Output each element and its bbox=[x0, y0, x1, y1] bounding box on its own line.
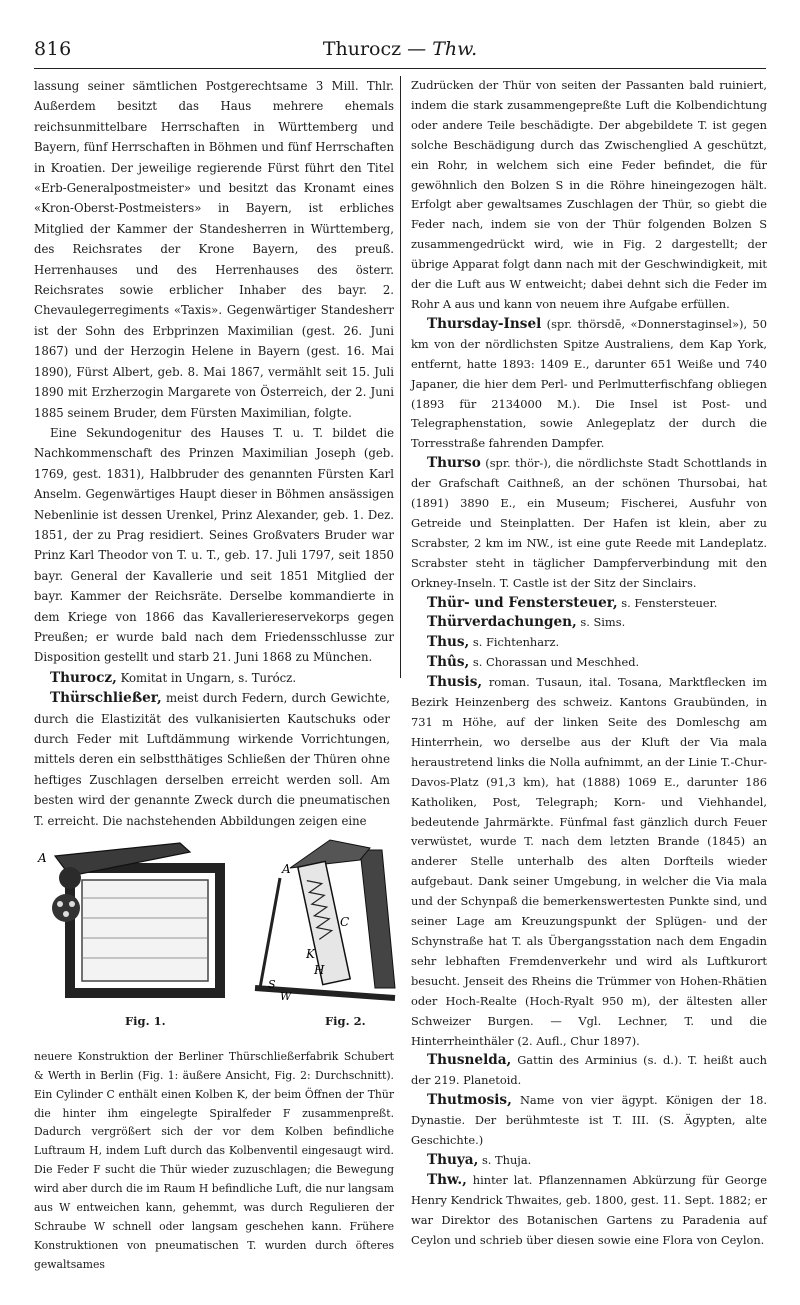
text-thw: hinter lat. Pflanzennamen Abkürzung für George Henry Kendrick Thwaites, geb. 1800, gest. 11. Sept. 1882; er war Direktor des Botanischen Gartens zu Paradenia auf Ceylon und schrieb über diesen sowie eine Flora von Ceylon. bbox=[411, 1172, 768, 1247]
fig2-label-k: K bbox=[306, 947, 315, 961]
running-title-abbr: Thw. bbox=[432, 38, 478, 60]
right-paragraph-1: Zudrücken der Thür von seiten der Passanten bald ruiniert, indem die stark zusammengepreßte Luft die Kolbendichtung oder andere Teile beschädigte. Der abgebildete T. ist gegen solche Beschädigung durch das Zwischenglied A geschützt, ein Rohr, in welchem sich eine Feder befindet, die für gewöhnlich den Bolzen S in die Röhre hineingezogen hält. Erfolgt aber gewaltsames Zuschlagen der Thür, so giebt die Feder nach, indem sie von der Thür folgenden Bolzen S zusammengedrückt wird, wie in Fig. 2 dargestellt; der übrige Apparat folgt dann nach mit der Geschwindigkeit, mit der die Luft aus W entweicht; dabei dehnt sich die Feder im Rohr A aus und kann von neuem ihre Aufgabe erfüllen. bbox=[411, 78, 767, 311]
entry-thuerverdachungen bbox=[411, 613, 767, 633]
lemma-thutmosis: Thutmosis, bbox=[427, 1092, 512, 1109]
left-column-lower bbox=[34, 1037, 394, 1285]
taxis-paragraph-2: Eine Sekundogenitur des Hauses T. u. T. bildet die Nachkommenschaft des Prinzen Maximilian Joseph (geb. 1769, gest. 1831), Halbbruder des genannten Fürsten Karl Anselm. Gegenwärtiges Haupt dieser in Böhmen ansässigen Nebenlinie ist dessen Urenkel, Prinz Alexander, geb. 1. Dez. 1851, der zu Prag residiert. Seines Großvaters Bruder war Prinz Karl Theodor von T. u. T., geb. 17. Juli 1797, seit 1850 bayr. General der Kavallerie und seit 1851 Mitglied der bayr. Kammer der Reichsräte. Derselbe kommandierte in dem Kriege von 1866 das Kavalleriereservekorps gegen Preußen; er wurde bald nach dem Friedensschlusse zur Disposition gestellt und starb 21. Juni 1868 zu München. bbox=[34, 425, 394, 665]
entry-thus-2 bbox=[411, 653, 767, 673]
right-column bbox=[411, 76, 767, 1250]
running-title-text: Thurocz — bbox=[322, 38, 427, 60]
text-thuerschliesser: meist durch Federn, durch Gewichte, durch die Elastizität des vulkanisierten Kautschuks oder durch Feder mit Luftdämmung wirkende Vorrichtungen, mittels deren ein selbstthätiges Schließen der Thüren ohne heftiges Zuschlagen derselben erreicht werden soll. Am besten wird der genannte Zweck durch die pneumatischen T. erreicht. Die nachstehenden Abbildungen zeigen eine bbox=[34, 691, 391, 828]
entry-thw bbox=[411, 1171, 767, 1251]
text-thus-2: s. Chorassan und Meschhed. bbox=[472, 655, 640, 670]
fig2-label-s: S bbox=[268, 978, 276, 991]
running-title bbox=[34, 38, 766, 60]
text-thusis: roman. Tusaun, ital. Tosana, Marktflecken im Bezirk Heinzenberg des schweiz. Kantons Graubünden, in 731 m Höhe, auf der linken Seite des Domleschg am Hinterrhein, wo derselbe aus der Kluft der Via mala heraustretend links die Nolla aufnimmt, an der Linie T.-Chur-Davos-Platz (91,3 km), hat (1888) 1069 E., darunter 186 Katholiken, Post, Telegraph; Korn- und Viehhandel, bedeutende Jahrmärkte. Fünfmal fast gänzlich durch Feuer verwüstet, wurde T. nach dem letzten Brande (1845) an anderer Stelle unterhalb des alten Dorfteils wieder aufgebaut. Dank seiner Umgebung, in welcher die Via mala und der Schynpaß die bemerkenswertesten Punkte sind, und seiner Lage am Kreuzungspunkt der Splügen- und der Schynstraße hat T. als Übergangsstation nach dem Engadin sehr lebhaften Fremdenverkehr und wird als Luftkurort besucht. Jenseit des Rheins die Trümmer von Hohen-Rhätien oder Hoch-Realte (Hoch-Ryalt 950 m), der ältesten aller Schweizer Burgen. — Vgl. Lechner, T. und die Hinterrheinthäler (2. Aufl., Chur 1897). bbox=[411, 675, 767, 1048]
taxis-paragraph-1: lassung seiner sämtlichen Postgerechtsame 3 Mill. Thlr. Außerdem besitzt das Haus mehrere ehemals reichsunmittelbare Herrschaften in Württemberg und Bayern, fünf Herrschaften in Böhmen und fünf Herrschaften in Kroatien. Der jeweilige regierende Fürst führt den Titel «Erb-Generalpostmeister» und besitzt das Kronamt eines «Kron-Oberst-Postmeisters» in Bayern, ist erbliches Mitglied der Kammer der Standesherren in Württemberg, des Reichsrates der Krone Bayern, des preuß. Herrenhauses und des Herrenhauses des österr. Reichsrates sowie erblicher Inhaber des bayr. 2. Chevaulegerregiments «Taxis». Gegenwärtiger Standesherr ist der Sohn des Erbprinzen Maximilian (gest. 26. Juni 1867) und der Herzogin Helene in Bayern (gest. 16. Mai 1890), Fürst Albert, geb. 8. Mai 1867, vermählt seit 15. Juli 1890 mit Erzherzogin Margarete von Österreich, der 2. Juni 1885 seinem Bruder, dem Fürsten Maximilian, folgte. bbox=[34, 79, 394, 420]
entry-thutmosis bbox=[411, 1091, 767, 1151]
entry-fenstersteuer bbox=[411, 594, 767, 614]
entry-thurocz bbox=[34, 668, 394, 688]
fig2-label-c: C bbox=[340, 915, 350, 929]
door-closer-illustration bbox=[30, 838, 400, 1033]
figure-block bbox=[30, 838, 400, 1033]
text-thurso: (spr. thör-), die nördlichste Stadt Schottlands in der Grafschaft Caithneß, an der schönen Thursobai, hat (1891) 3890 E., ein Museum; Fischerei, Ausfuhr von Getreide und Steinplatten. Der Hafen ist klein, aber zu Scrabster, 2 km im NW., ist eine gute Reede mit Landeplatz. Scrabster steht in täglicher Dampferverbindung mit den Orkney-Inseln. T. Castle ist der Sitz der Sinclairs. bbox=[411, 456, 767, 590]
text-thusnelda: Gattin des Arminius (s. d.). T. heißt auch der 219. Planetoid. bbox=[411, 1053, 767, 1088]
lemma-thus: Thus, bbox=[427, 634, 470, 651]
entry-thus bbox=[411, 633, 767, 653]
page-number: 816 bbox=[34, 38, 72, 60]
lemma-thurocz: Thurocz, bbox=[50, 669, 117, 686]
lemma-thus-2: Thûs, bbox=[427, 654, 470, 671]
text-thus: s. Fichtenharz. bbox=[472, 635, 560, 650]
lemma-fenstersteuer: Thür- und Fenstersteuer, bbox=[427, 594, 618, 611]
text-thuya: s. Thuja. bbox=[481, 1152, 532, 1167]
entry-thusis bbox=[411, 673, 767, 1051]
column-rule bbox=[400, 76, 401, 678]
lemma-thursday-insel: Thursday-Insel bbox=[427, 315, 542, 332]
lemma-thw: Thw., bbox=[427, 1171, 467, 1188]
left-column bbox=[34, 76, 394, 831]
lemma-thuya: Thuya, bbox=[427, 1151, 479, 1168]
fig2-label-h: H bbox=[314, 963, 325, 977]
fig1-caption: Fig. 1. bbox=[125, 1014, 166, 1028]
lemma-thuerschliesser: Thürschließer, bbox=[50, 690, 162, 707]
text-thuerverdachungen: s. Sims. bbox=[580, 615, 626, 630]
entry-thusnelda bbox=[411, 1051, 767, 1091]
fig1-drawing bbox=[37, 843, 220, 993]
thuerschliesser-continued: neuere Konstruktion der Berliner Thürschließerfabrik Schubert & Werth in Berlin (Fig. 1: äußere Ansicht, Fig. 2: Durchschnitt). Ein Cylinder C enthält einen Kolben K, der beim Öffnen der Thür die hinter ihm eingelegte Spiralfeder F zusammenpreßt. Dadurch vergrößert sich der vor dem Kolben befindliche Luftraum H, indem Luft durch das Kolbenventil eingesaugt wird. Die Feder F sucht die Thür wieder zuzuschlagen; die Bewegung wird aber durch die im Raum H befindliche Luft, die nur langsam aus W entweichen kann, gehemmt, was durch Regulieren der Schraube W schnell oder langsam geschehen kann. Frühere Konstruktionen von pneumatischen T. wurden durch öfteres gewaltsames bbox=[34, 1049, 394, 1271]
fig2-label-w: W bbox=[280, 990, 292, 1003]
entry-thurso bbox=[411, 454, 767, 593]
lemma-thusnelda: Thusnelda, bbox=[427, 1052, 512, 1069]
lemma-thurso: Thurso bbox=[427, 455, 481, 472]
text-thutmosis: Name von vier ägypt. Königen der 18. Dynastie. Der berühmteste ist T. III. (S. Ägypten, alte Geschichte.) bbox=[411, 1093, 767, 1148]
lemma-thuerverdachungen: Thürverdachungen, bbox=[427, 614, 577, 631]
text-thurocz: Komitat in Ungarn, s. Turócz. bbox=[120, 670, 297, 685]
text-thursday-insel: (spr. thörsdē, «Donnerstaginsel»), 50 km von der nördlichsten Spitze Australiens, dem Kap York, entfernt, hatte 1893: 1409 E., darunter 651 Weiße und 740 Japaner, die hier dem Perl- und Perlmutterfischfang obliegen (1893 für 2134000 M.). Die Insel ist Post- und Telegraphenstation, sowie Anlegeplatz der durch die Torresstraße fahrenden Dampfer. bbox=[411, 316, 767, 451]
page-header bbox=[34, 38, 766, 69]
entry-thuerschliesser bbox=[34, 688, 390, 831]
lemma-thusis: Thusis, bbox=[427, 674, 483, 691]
fig2-drawing bbox=[255, 840, 395, 1003]
entry-thuya bbox=[411, 1151, 767, 1171]
fig1-label-a: A bbox=[38, 851, 47, 865]
fig2-caption: Fig. 2. bbox=[325, 1014, 366, 1028]
fig2-label-a: A bbox=[282, 862, 291, 876]
text-fenstersteuer: s. Fenstersteuer. bbox=[621, 595, 718, 610]
entry-thursday-insel bbox=[411, 315, 767, 454]
